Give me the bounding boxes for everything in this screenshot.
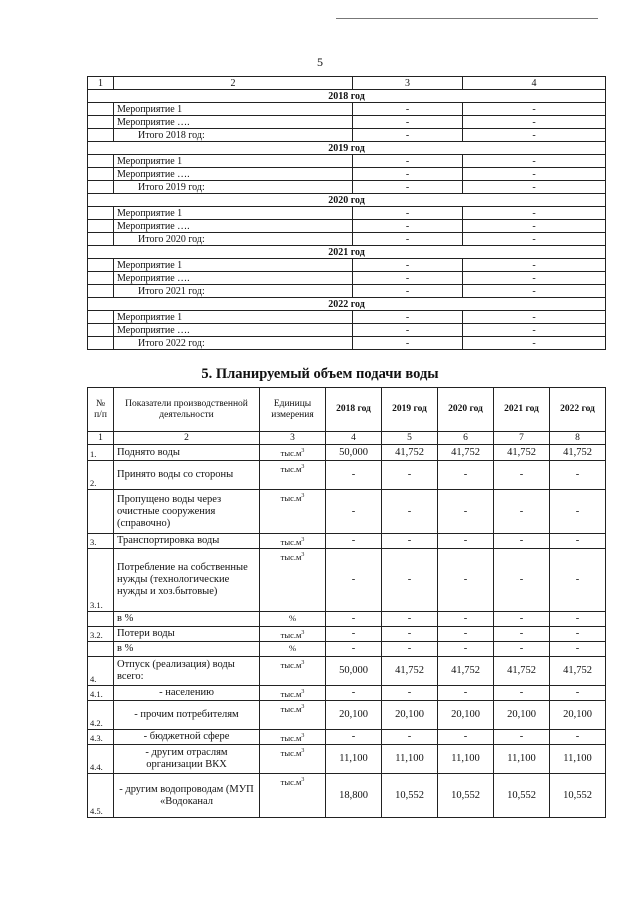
- value-cell: -: [326, 686, 382, 701]
- value-cell: -: [494, 686, 550, 701]
- value-cell: -: [382, 627, 438, 642]
- value-cell: 41,752: [382, 657, 438, 686]
- unit-text: тыс.м: [280, 447, 302, 458]
- unit-superscript: 3: [301, 552, 305, 558]
- table-row: [88, 168, 606, 181]
- col-number: 2: [114, 432, 260, 445]
- measure-label: Итого 2018 год:: [114, 129, 353, 142]
- measure-value: -: [353, 181, 463, 194]
- value-cell: -: [550, 461, 606, 490]
- measure-value: -: [463, 116, 606, 129]
- indicator-label: Отпуск (реализация) воды всего:: [114, 657, 260, 686]
- value-cell: 41,752: [382, 445, 438, 461]
- value-cell: -: [438, 612, 494, 627]
- header-num: № п/п: [88, 388, 114, 432]
- indicator-label: Потери воды: [114, 627, 260, 642]
- measure-value: -: [463, 324, 606, 337]
- indicator-label: - бюджетной сфере: [114, 730, 260, 745]
- table-row: [88, 686, 606, 701]
- value-cell: 10,552: [438, 774, 494, 818]
- table-row: [88, 233, 606, 246]
- value-cell: -: [494, 730, 550, 745]
- unit-text: тыс.м: [280, 732, 302, 743]
- row-number: 4.1.: [88, 686, 114, 701]
- row-number-cell: [88, 220, 114, 233]
- measure-value: -: [353, 272, 463, 285]
- row-number-cell: [88, 168, 114, 181]
- indicator-label: - другим отраслям организации ВКХ: [114, 745, 260, 774]
- value-cell: 20,100: [550, 701, 606, 730]
- table-row: [88, 642, 606, 657]
- measure-value: -: [353, 259, 463, 272]
- row-number-cell: [88, 181, 114, 194]
- column-number: 4: [463, 77, 606, 90]
- value-cell: -: [494, 490, 550, 534]
- table-row: [88, 612, 606, 627]
- table-header-row: [88, 77, 606, 90]
- value-cell: 11,100: [494, 745, 550, 774]
- row-number-cell: [88, 207, 114, 220]
- unit-cell: [260, 612, 326, 627]
- unit-text: тыс.м: [280, 659, 302, 670]
- table-row: [88, 490, 606, 534]
- unit-text: тыс.м: [280, 629, 302, 640]
- row-number-cell: [88, 337, 114, 350]
- indicator-label: Потребление на собственные нужды (технологические нужды и хоз.бытовые): [114, 549, 260, 612]
- measure-label: Итого 2021 год:: [114, 285, 353, 298]
- header-indicator: Показатели производственной деятельности: [114, 388, 260, 432]
- table-row: [88, 103, 606, 116]
- unit-cell: [260, 461, 326, 490]
- col-number: 8: [550, 432, 606, 445]
- row-number-cell: [88, 233, 114, 246]
- indicator-label: Транспортировка воды: [114, 534, 260, 549]
- header-year: 2020 год: [438, 388, 494, 432]
- value-cell: -: [382, 730, 438, 745]
- column-number-row: [88, 432, 606, 445]
- measure-value: -: [463, 207, 606, 220]
- value-cell: 41,752: [494, 657, 550, 686]
- column-number: 3: [353, 77, 463, 90]
- value-cell: -: [326, 534, 382, 549]
- value-cell: 11,100: [382, 745, 438, 774]
- value-cell: -: [382, 612, 438, 627]
- measure-label: Мероприятие ….: [114, 220, 353, 233]
- row-number-cell: [88, 311, 114, 324]
- col-number: 7: [494, 432, 550, 445]
- table-row: [88, 129, 606, 142]
- unit-cell: [260, 686, 326, 701]
- value-cell: -: [550, 686, 606, 701]
- measure-value: -: [353, 103, 463, 116]
- value-cell: 41,752: [494, 445, 550, 461]
- value-cell: -: [438, 490, 494, 534]
- value-cell: -: [494, 612, 550, 627]
- row-number-cell: [88, 155, 114, 168]
- table-row: [88, 272, 606, 285]
- table-row: [88, 701, 606, 730]
- value-cell: -: [550, 642, 606, 657]
- unit-cell: [260, 642, 326, 657]
- value-cell: 10,552: [494, 774, 550, 818]
- header-year: 2021 год: [494, 388, 550, 432]
- value-cell: 41,752: [550, 657, 606, 686]
- value-cell: -: [438, 730, 494, 745]
- table-row: [88, 207, 606, 220]
- value-cell: -: [550, 534, 606, 549]
- table-row: [88, 259, 606, 272]
- value-cell: -: [494, 642, 550, 657]
- row-number-cell: [88, 324, 114, 337]
- unit-cell: [260, 490, 326, 534]
- measure-value: -: [463, 233, 606, 246]
- unit-text: тыс.м: [280, 492, 302, 503]
- header-year: 2018 год: [326, 388, 382, 432]
- unit-superscript: 3: [301, 493, 305, 499]
- year-heading: 2019 год: [88, 142, 606, 155]
- table-row: [88, 155, 606, 168]
- row-number: [88, 642, 114, 657]
- value-cell: -: [438, 686, 494, 701]
- value-cell: 11,100: [550, 745, 606, 774]
- measure-label: Мероприятие 1: [114, 207, 353, 220]
- value-cell: -: [326, 627, 382, 642]
- measure-label: Мероприятие 1: [114, 155, 353, 168]
- value-cell: 41,752: [438, 445, 494, 461]
- row-number: 1.: [88, 445, 114, 461]
- measure-value: -: [463, 155, 606, 168]
- row-number: 3.1.: [88, 549, 114, 612]
- indicator-label: в %: [114, 642, 260, 657]
- indicator-label: Пропущено воды через очистные сооружения (справочно): [114, 490, 260, 534]
- unit-text: тыс.м: [280, 703, 302, 714]
- year-heading: 2020 год: [88, 194, 606, 207]
- value-cell: -: [382, 549, 438, 612]
- measure-label: Мероприятие 1: [114, 259, 353, 272]
- value-cell: 11,100: [326, 745, 382, 774]
- table-row: [88, 774, 606, 818]
- indicator-label: - другим водопроводам (МУП «Водоканал: [114, 774, 260, 818]
- value-cell: -: [382, 534, 438, 549]
- value-cell: -: [550, 549, 606, 612]
- indicator-label: Принято воды со стороны: [114, 461, 260, 490]
- value-cell: 18,800: [326, 774, 382, 818]
- measure-value: -: [353, 324, 463, 337]
- indicator-label: - прочим потребителям: [114, 701, 260, 730]
- row-number-cell: [88, 285, 114, 298]
- year-heading: 2018 год: [88, 90, 606, 103]
- measure-value: -: [463, 103, 606, 116]
- measure-label: Итого 2022 год:: [114, 337, 353, 350]
- value-cell: -: [494, 534, 550, 549]
- value-cell: -: [382, 490, 438, 534]
- value-cell: 20,100: [494, 701, 550, 730]
- table-row: [88, 116, 606, 129]
- unit-cell: [260, 534, 326, 549]
- measure-label: Итого 2020 год:: [114, 233, 353, 246]
- value-cell: 20,100: [382, 701, 438, 730]
- row-number: 4.3.: [88, 730, 114, 745]
- measure-value: -: [463, 129, 606, 142]
- value-cell: -: [326, 549, 382, 612]
- value-cell: 41,752: [438, 657, 494, 686]
- row-number: [88, 612, 114, 627]
- unit-superscript: 3: [301, 704, 305, 710]
- value-cell: -: [326, 612, 382, 627]
- value-cell: -: [550, 490, 606, 534]
- unit-superscript: 3: [301, 660, 305, 666]
- column-number: 2: [114, 77, 353, 90]
- measure-value: -: [353, 220, 463, 233]
- table-row: [88, 181, 606, 194]
- measure-value: -: [353, 285, 463, 298]
- measure-value: -: [353, 168, 463, 181]
- measure-value: -: [353, 233, 463, 246]
- value-cell: -: [326, 730, 382, 745]
- row-number: [88, 490, 114, 534]
- unit-cell: [260, 730, 326, 745]
- indicator-label: Поднято воды: [114, 445, 260, 461]
- unit-cell: [260, 774, 326, 818]
- table-row: [88, 730, 606, 745]
- value-cell: -: [494, 461, 550, 490]
- row-number: 3.2.: [88, 627, 114, 642]
- year-row: [88, 246, 606, 259]
- year-heading: 2021 год: [88, 246, 606, 259]
- water-supply-table: [87, 387, 606, 818]
- measure-label: Мероприятие ….: [114, 324, 353, 337]
- measure-value: -: [353, 116, 463, 129]
- unit-text: тыс.м: [280, 463, 302, 474]
- row-number: 3.: [88, 534, 114, 549]
- measure-value: -: [463, 311, 606, 324]
- year-row: [88, 90, 606, 103]
- col-number: 6: [438, 432, 494, 445]
- col-number: 3: [260, 432, 326, 445]
- value-cell: -: [438, 461, 494, 490]
- unit-cell: [260, 657, 326, 686]
- unit-cell: [260, 701, 326, 730]
- table-row: [88, 285, 606, 298]
- page-number: 5: [317, 55, 323, 69]
- measures-table: [87, 76, 606, 350]
- measure-value: -: [463, 337, 606, 350]
- row-number: 4.2.: [88, 701, 114, 730]
- unit-superscript: 3: [301, 733, 305, 739]
- row-number-cell: [88, 272, 114, 285]
- indicator-label: - населению: [114, 686, 260, 701]
- value-cell: 41,752: [550, 445, 606, 461]
- measure-value: -: [463, 168, 606, 181]
- measure-label: Мероприятие 1: [114, 311, 353, 324]
- unit-superscript: 3: [301, 630, 305, 636]
- value-cell: -: [494, 627, 550, 642]
- unit-cell: [260, 745, 326, 774]
- unit-cell: [260, 549, 326, 612]
- measure-value: -: [353, 337, 463, 350]
- measure-label: Мероприятие ….: [114, 272, 353, 285]
- value-cell: 50,000: [326, 657, 382, 686]
- value-cell: 20,100: [438, 701, 494, 730]
- unit-superscript: 3: [301, 448, 305, 454]
- measure-value: -: [463, 220, 606, 233]
- unit-text: %: [288, 613, 297, 623]
- row-number: 4.: [88, 657, 114, 686]
- row-number: 4.5.: [88, 774, 114, 818]
- row-number-cell: [88, 129, 114, 142]
- table-header-row: [88, 388, 606, 432]
- measure-value: -: [463, 181, 606, 194]
- table-row: [88, 657, 606, 686]
- value-cell: -: [438, 549, 494, 612]
- row-number-cell: [88, 259, 114, 272]
- column-number: 1: [88, 77, 114, 90]
- measure-value: -: [353, 129, 463, 142]
- unit-superscript: 3: [301, 777, 305, 783]
- table-row: [88, 745, 606, 774]
- measure-label: Мероприятие ….: [114, 168, 353, 181]
- table-row: [88, 324, 606, 337]
- measure-label: Итого 2019 год:: [114, 181, 353, 194]
- header-year: 2019 год: [382, 388, 438, 432]
- measure-label: Мероприятие 1: [114, 103, 353, 116]
- measure-value: -: [463, 285, 606, 298]
- row-number: 4.4.: [88, 745, 114, 774]
- value-cell: -: [550, 612, 606, 627]
- measure-value: -: [353, 311, 463, 324]
- col-number: 5: [382, 432, 438, 445]
- value-cell: 20,100: [326, 701, 382, 730]
- unit-text: тыс.м: [280, 536, 302, 547]
- measure-value: -: [463, 259, 606, 272]
- table-row: [88, 337, 606, 350]
- value-cell: 10,552: [382, 774, 438, 818]
- value-cell: -: [550, 730, 606, 745]
- unit-cell: [260, 627, 326, 642]
- measure-value: -: [353, 155, 463, 168]
- measure-value: -: [353, 207, 463, 220]
- unit-text: %: [288, 643, 297, 653]
- value-cell: -: [326, 461, 382, 490]
- value-cell: -: [438, 534, 494, 549]
- value-cell: -: [382, 461, 438, 490]
- section-title: 5. Планируемый объем подачи воды: [201, 366, 439, 382]
- col-number: 1: [88, 432, 114, 445]
- value-cell: -: [438, 642, 494, 657]
- table-row: [88, 627, 606, 642]
- unit-superscript: 3: [301, 689, 305, 695]
- table-row: [88, 311, 606, 324]
- unit-superscript: 3: [301, 537, 305, 543]
- unit-text: тыс.м: [280, 776, 302, 787]
- unit-text: тыс.м: [280, 747, 302, 758]
- header-year: 2022 год: [550, 388, 606, 432]
- col-number: 4: [326, 432, 382, 445]
- value-cell: -: [382, 642, 438, 657]
- value-cell: 11,100: [438, 745, 494, 774]
- measure-label: Мероприятие ….: [114, 116, 353, 129]
- header-unit: Единицы измерения: [260, 388, 326, 432]
- value-cell: -: [382, 686, 438, 701]
- top-rule: [336, 18, 598, 19]
- unit-superscript: 3: [301, 464, 305, 470]
- year-heading: 2022 год: [88, 298, 606, 311]
- year-row: [88, 142, 606, 155]
- table-row: [88, 549, 606, 612]
- measure-value: -: [463, 272, 606, 285]
- value-cell: 50,000: [326, 445, 382, 461]
- row-number-cell: [88, 116, 114, 129]
- value-cell: -: [494, 549, 550, 612]
- table-row: [88, 534, 606, 549]
- row-number-cell: [88, 103, 114, 116]
- row-number: 2.: [88, 461, 114, 490]
- table-row: [88, 445, 606, 461]
- value-cell: 10,552: [550, 774, 606, 818]
- unit-cell: [260, 445, 326, 461]
- table-row: [88, 461, 606, 490]
- value-cell: -: [550, 627, 606, 642]
- unit-text: тыс.м: [280, 551, 302, 562]
- year-row: [88, 298, 606, 311]
- value-cell: -: [438, 627, 494, 642]
- year-row: [88, 194, 606, 207]
- indicator-label: в %: [114, 612, 260, 627]
- unit-text: тыс.м: [280, 688, 302, 699]
- table-row: [88, 220, 606, 233]
- value-cell: -: [326, 642, 382, 657]
- value-cell: -: [326, 490, 382, 534]
- unit-superscript: 3: [301, 748, 305, 754]
